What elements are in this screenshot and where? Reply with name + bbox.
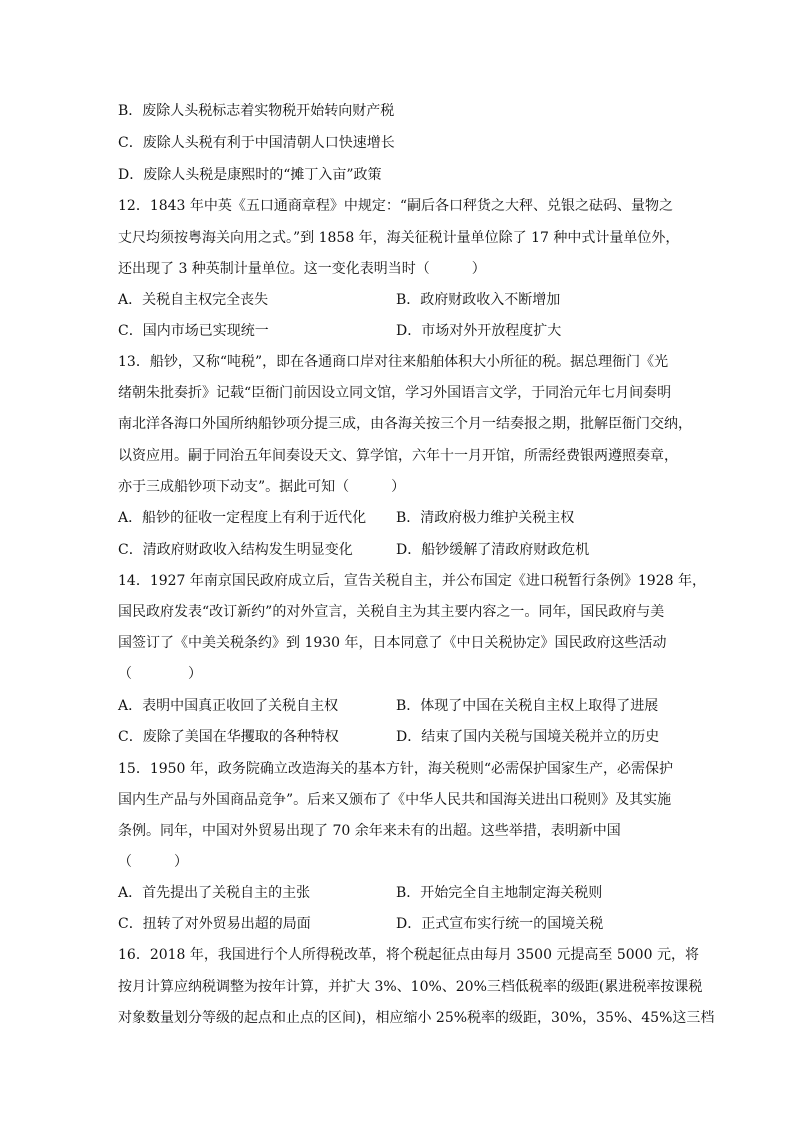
q14-stem-line-1: 14．1927 年南京国民政府成立后，宣告关税自主，并公布国定《进口税暂行条例》1928 年， <box>118 573 706 589</box>
q12-stem-line-3: 还出现了 3 种英制计量单位。这一变化表明当时（ ） <box>118 261 486 277</box>
q13-stem-line-3: 南北洋各海口外国所纳船钞项分提三成，由各海关按三个月一结奏报之期，批解臣衙门交纳， <box>118 416 692 432</box>
q12-option-c: C．国内市场已实现统一 <box>118 323 269 339</box>
q14-option-a: A．表明中国真正收回了关税自主权 <box>118 698 339 714</box>
q13-option-c: C．清政府财政收入结构发生明显变化 <box>118 542 353 558</box>
q15-option-a: A．首先提出了关税自主的主张 <box>118 885 311 901</box>
q15-answer-bracket: （ ） <box>118 854 188 870</box>
q12-stem-line-1: 12．1843 年中英《五口通商章程》中规定：“嗣后各口秤货之大秤、兑银之砝码、量物之 <box>118 198 674 214</box>
q11-option-b: B．废除人头税标志着实物税开始转向财产税 <box>118 103 395 119</box>
q13-option-d: D．船钞缓解了清政府财政危机 <box>396 542 590 558</box>
q14-stem-line-3: 国签订了《中美关税条约》到 1930 年，日本同意了《中日关税协定》国民政府这些活动 <box>118 635 667 651</box>
q15-stem-line-3: 条例。同年，中国对外贸易出现了 70 余年来未有的出超。这些举措，表明新中国 <box>118 823 621 839</box>
q11-option-d: D．废除人头税是康熙时的“摊丁入亩”政策 <box>118 167 382 183</box>
q13-option-b: B．清政府极力维护关税主权 <box>396 510 575 526</box>
q16-stem-line-3: 对象数量划分等级的起点和止点的区间)，相应缩小 25%税率的级距，30%，35%、45%这三档 <box>118 1010 715 1026</box>
q14-stem-line-2: 国民政府发表“改订新约”的对外宣言，关税自主为其主要内容之一。同年，国民政府与美 <box>118 604 665 620</box>
q15-option-c: C．扭转了对外贸易出超的局面 <box>118 916 311 932</box>
q16-stem-line-2: 按月计算应纳税调整为按年计算，并扩大 3%、10%、20%三档低税率的级距(累进税率按课税 <box>118 979 703 995</box>
q16-stem-line-1: 16．2018 年，我国进行个人所得税改革，将个税起征点由每月 3500 元提高至 5000 元，将 <box>118 947 699 963</box>
q12-stem-line-2: 丈尺均须按粤海关向用之式。”到 1858 年，海关征税计量单位除了 17 种中式计量单位外， <box>118 230 680 246</box>
q13-option-a: A．船钞的征收一定程度上有利于近代化 <box>118 510 367 526</box>
q13-stem-line-4: 以资应用。嗣于同治五年间奏设天文、算学馆，六年十一月开馆，所需经费银两遵照奏章， <box>118 448 678 464</box>
q14-option-b: B．体现了中国在关税自主权上取得了进展 <box>396 698 659 714</box>
q12-option-a: A．关税自主权完全丧失 <box>118 292 269 308</box>
q12-option-b: B．政府财政收入不断增加 <box>396 292 561 308</box>
q13-stem-line-5: 亦于三成船钞项下动支”。据此可知（ ） <box>118 479 406 495</box>
q15-stem-line-2: 国内生产品与外国商品竞争”。后来又颁布了《中华人民共和国海关进出口税则》及其实施 <box>118 792 672 808</box>
q12-option-d: D．市场对外开放程度扩大 <box>396 323 562 339</box>
q15-stem-line-1: 15．1950 年，政务院确立改造海关的基本方针，海关税则“必需保护国家生产，必需保护 <box>118 761 674 777</box>
q15-option-d: D．正式宣布实行统一的国境关税 <box>396 916 604 932</box>
q14-answer-bracket: （ ） <box>118 666 202 682</box>
q13-stem-line-1: 13．船钞，又称“吨税”，即在各通商口岸对往来船舶体积大小所征的税。据总理衙门《光 <box>118 354 669 370</box>
q11-option-c: C．废除人头税有利于中国清朝人口快速增长 <box>118 135 395 151</box>
q14-option-c: C．废除了美国在华攫取的各种特权 <box>118 729 339 745</box>
q13-stem-line-2: 绪朝朱批奏折》记载“臣衙门前因设立同文馆，学习外国语言文学，于同治元年七月间奏明 <box>118 385 672 401</box>
q15-option-b: B．开始完全自主地制定海关税则 <box>396 885 603 901</box>
q14-option-d: D．结束了国内关税与国境关税并立的历史 <box>396 729 660 745</box>
